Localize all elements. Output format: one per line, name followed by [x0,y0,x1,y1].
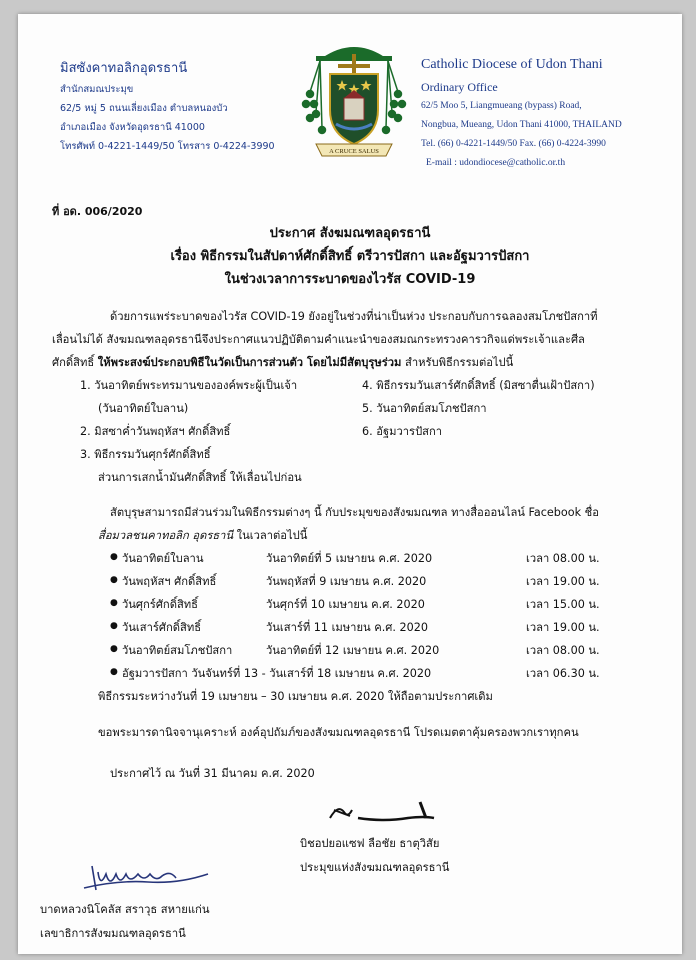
office-name-thai: สำนักสมณประมุข [60,84,134,95]
bullet-icon: ● [110,621,118,631]
secretary-name: บาดหลวงนิโคลัส สราวุธ สหายแก่น [40,903,210,916]
address-line2-thai: อำเภอเมือง จังหวัดอุดรธานี 41000 [60,122,205,133]
para3: พิธีกรรมระหว่างวันที่ 19 เมษายน – 30 เมษายน ค.ศ. 2020 ให้ถือตามประกาศเดิม [98,690,493,703]
schedule-time: เวลา 08.00 น. [526,552,600,565]
document-page [18,14,682,954]
diocese-name-english: Catholic Diocese of Udon Thani [421,57,603,72]
bishop-title: ประมุขแห่งสังฆมณฑลอุดรธานี [300,861,450,874]
para1-line3-end: สำหรับพิธีกรรมต่อไปนี้ [404,356,514,369]
bullet-icon: ● [110,667,118,677]
address-line1-thai: 62/5 หมู่ 5 ถนนเลี่ยงเมือง ตำบลหนองบัว [60,103,228,114]
para1-line2: เลื่อนไม่ได้ สังฆมณฑลอุดรธานีจึงประกาศแนวปฏิบัติตามคำแนะนำของสมณกระทรวงคารวกิจแด่พระเจ้าและศีล [52,333,585,346]
rite-item: (วันอาทิตย์ใบลาน) [98,402,189,415]
schedule-rite: วันอาทิตย์ใบลาน [122,552,204,565]
schedule-date: วันศุกร์ที่ 10 เมษายน ค.ศ. 2020 [266,598,425,611]
phone-english: Tel. (66) 0-4221-1449/50 Fax. (66) 0-4224-3990 [421,139,606,149]
schedule-rite: วันพฤหัสฯ ศักดิ์สิทธิ์ [122,575,217,588]
para1-line3-bold: ให้พระสงฆ์ประกอบพิธีในวัดเป็นการส่วนตัว โดยไม่มีสัตบุรุษร่วม [97,356,402,369]
rite-item: 4. พิธีกรรมวันเสาร์ศักดิ์สิทธิ์ (มิสซาตื่นเฝ้าปัสกา) [362,379,595,392]
address-line1-english: 62/5 Moo 5, Liangmueang (bypass) Road, [421,101,582,111]
crest-motto: A CRUCE SALUS [329,148,379,155]
bullet-icon: ● [110,552,118,562]
schedule-rite: วันศุกร์ศักดิ์สิทธิ์ [122,598,198,611]
schedule-time: เวลา 15.00 น. [526,598,600,611]
bishop-signature [324,796,444,826]
address-line2-english: Nongbua, Mueang, Udon Thani 41000, THAILAND [421,120,622,130]
secretary-signature [78,862,218,896]
facebook-page-name: สื่อมวลชนคาทอลิก อุดรธานี [98,529,234,542]
schedule-time: เวลา 19.00 น. [526,621,600,634]
title-line3: ในช่วงเวลาการระบาดของไวรัส COVID-19 [224,272,476,287]
para2-line2 [98,526,307,544]
rite-item: 2. มิสซาค่ำวันพฤหัสฯ ศักดิ์สิทธิ์ [80,425,231,438]
phone-thai: โทรศัพท์ 0-4221-1449/50 โทรสาร 0-4224-3990 [60,141,275,152]
schedule-date: วันอาทิตย์ที่ 12 เมษายน ค.ศ. 2020 [266,644,440,657]
secretary-title: เลขาธิการสังฆมณฑลอุดรธานี [40,927,186,940]
title-line2: เรื่อง พิธีกรรมในสัปดาห์ศักดิ์สิทธิ์ ตรีวารปัสกา และอัฐมวารปัสกา [170,249,530,264]
bullet-icon: ● [110,575,118,585]
title-line1: ประกาศ สังฆมณฑลอุดรธานี [269,226,431,241]
diocese-crest [286,32,422,164]
para2-line1: สัตบุรุษสามารถมีส่วนร่วมในพิธีกรรมต่างๆ นี้ กับประมุขของสังฆมณฑล ทางสื่อออนไลน์ Facebook ชื่อ [110,506,599,519]
email-english: E-mail : udondiocese@catholic.or.th [426,158,566,168]
para1-line3-start: ศักดิ์สิทธิ์ [52,356,95,369]
schedule-rite: อัฐมวารปัสกา วันจันทร์ที่ 13 - วันเสาร์ที่ 18 เมษายน ค.ศ. 2020 [122,667,432,680]
bullet-icon: ● [110,598,118,608]
schedule-rite: วันอาทิตย์สมโภชปัสกา [122,644,233,657]
para2-line2-end: ในเวลาต่อไปนี้ [236,529,308,542]
bullet-icon: ● [110,644,118,654]
office-name-english: Ordinary Office [421,80,498,94]
rite-item: 3. พิธีกรรมวันศุกร์ศักดิ์สิทธิ์ [80,448,211,461]
rite-item: 5. วันอาทิตย์สมโภชปัสกา [362,402,487,415]
rite-item: 6. อัฐมวารปัสกา [362,425,443,438]
para1-line3 [52,353,513,371]
para1-line1: ด้วยการแพร่ระบาดของไวรัส COVID-19 ยังอยู่ในช่วงที่น่าเป็นห่วง ประกอบกับการฉลองสมโภชปัสกาที่ [110,310,598,323]
bishop-name: บิชอปยอแซฟ ลือชัย ธาตุวิสัย [300,837,440,850]
chrism-note: ส่วนการเสกน้ำมันศักดิ์สิทธิ์ ให้เลื่อนไปก่อน [98,471,302,484]
schedule-date: วันอาทิตย์ที่ 5 เมษายน ค.ศ. 2020 [266,552,433,565]
schedule-time: เวลา 19.00 น. [526,575,600,588]
schedule-rite: วันเสาร์ศักดิ์สิทธิ์ [122,621,202,634]
blessing-line: ขอพระมารดานิจจานุเคราะห์ องค์อุปถัมภ์ของสังฆมณฑลอุดรธานี โปรดเมตตาคุ้มครองพวกเราทุกคน [98,726,579,739]
diocese-name-thai: มิสซังคาทอลิกอุดรธานี [60,61,188,76]
rite-item: 1. วันอาทิตย์พระทรมานขององค์พระผู้เป็นเจ้า [80,379,298,392]
schedule-date: วันพฤหัสที่ 9 เมษายน ค.ศ. 2020 [266,575,427,588]
schedule-time: เวลา 06.30 น. [526,667,600,680]
document-number: ที่ อด. 006/2020 [52,205,143,218]
announcement-date: ประกาศไว้ ณ วันที่ 31 มีนาคม ค.ศ. 2020 [110,767,315,780]
schedule-date: วันเสาร์ที่ 11 เมษายน ค.ศ. 2020 [266,621,428,634]
schedule-time: เวลา 08.00 น. [526,644,600,657]
